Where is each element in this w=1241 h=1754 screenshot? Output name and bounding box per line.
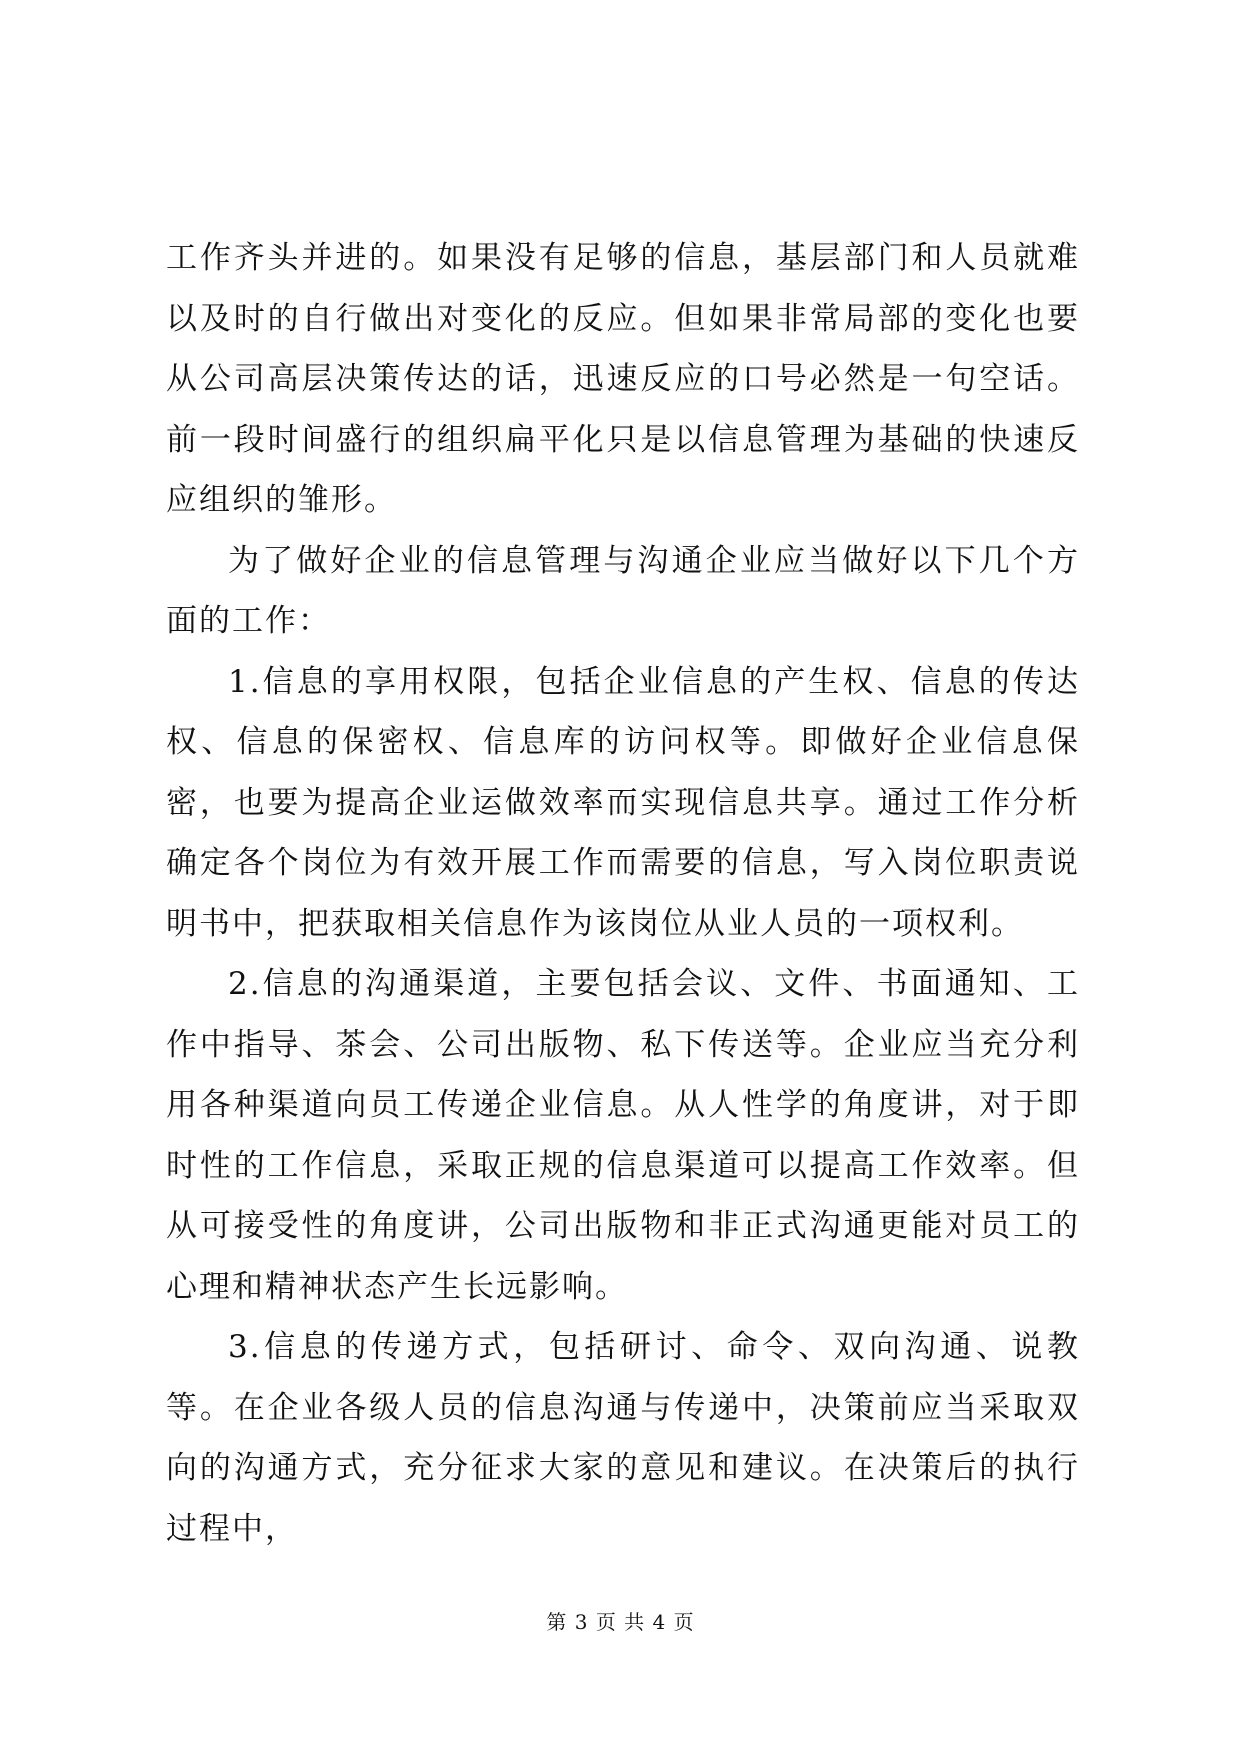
page-footer: 第 3 页 共 4 页 <box>546 1610 695 1634</box>
paragraph-continuation: 工作齐头并进的。如果没有足够的信息，基层部门和人员就难以及时的自行做出对变化的反应。但如果非常局部的变化也要从公司高层决策传达的话，迅速反应的口号必然是一句空话。前一段时间盛行的组织扁平化只是以信息管理为基础的快速反应组织的雏形。 <box>166 240 1080 518</box>
document-body <box>166 228 1080 1559</box>
paragraph-item-1: 1.信息的享用权限，包括企业信息的产生权、信息的传达权、信息的保密权、信息库的访问权等。即做好企业信息保密，也要为提高企业运做效率而实现信息共享。通过工作分析确定各个岗位为有效开展工作而需要的信息，写入岗位职责说明书中，把获取相关信息作为该岗位从业人员的一项权利。 <box>166 663 1080 942</box>
paragraph-item-2: 2.信息的沟通渠道，主要包括会议、文件、书面通知、工作中指导、茶会、公司出版物、私下传送等。企业应当充分利用各种渠道向员工传递企业信息。从人性学的角度讲，对于即时性的工作信息，采取正规的信息渠道可以提高工作效率。但从可接受性的角度讲，公司出版物和非正式沟通更能对员工的心理和精神状态产生长远影响。 <box>166 966 1080 1305</box>
paragraph-item-3: 3.信息的传递方式，包括研讨、命令、双向沟通、说教等。在企业各级人员的信息沟通与传递中，决策前应当采取双向的沟通方式，充分征求大家的意见和建议。在决策后的执行过程中， <box>166 1329 1080 1547</box>
paragraph-intro: 为了做好企业的信息管理与沟通企业应当做好以下几个方面的工作： <box>166 542 1080 639</box>
